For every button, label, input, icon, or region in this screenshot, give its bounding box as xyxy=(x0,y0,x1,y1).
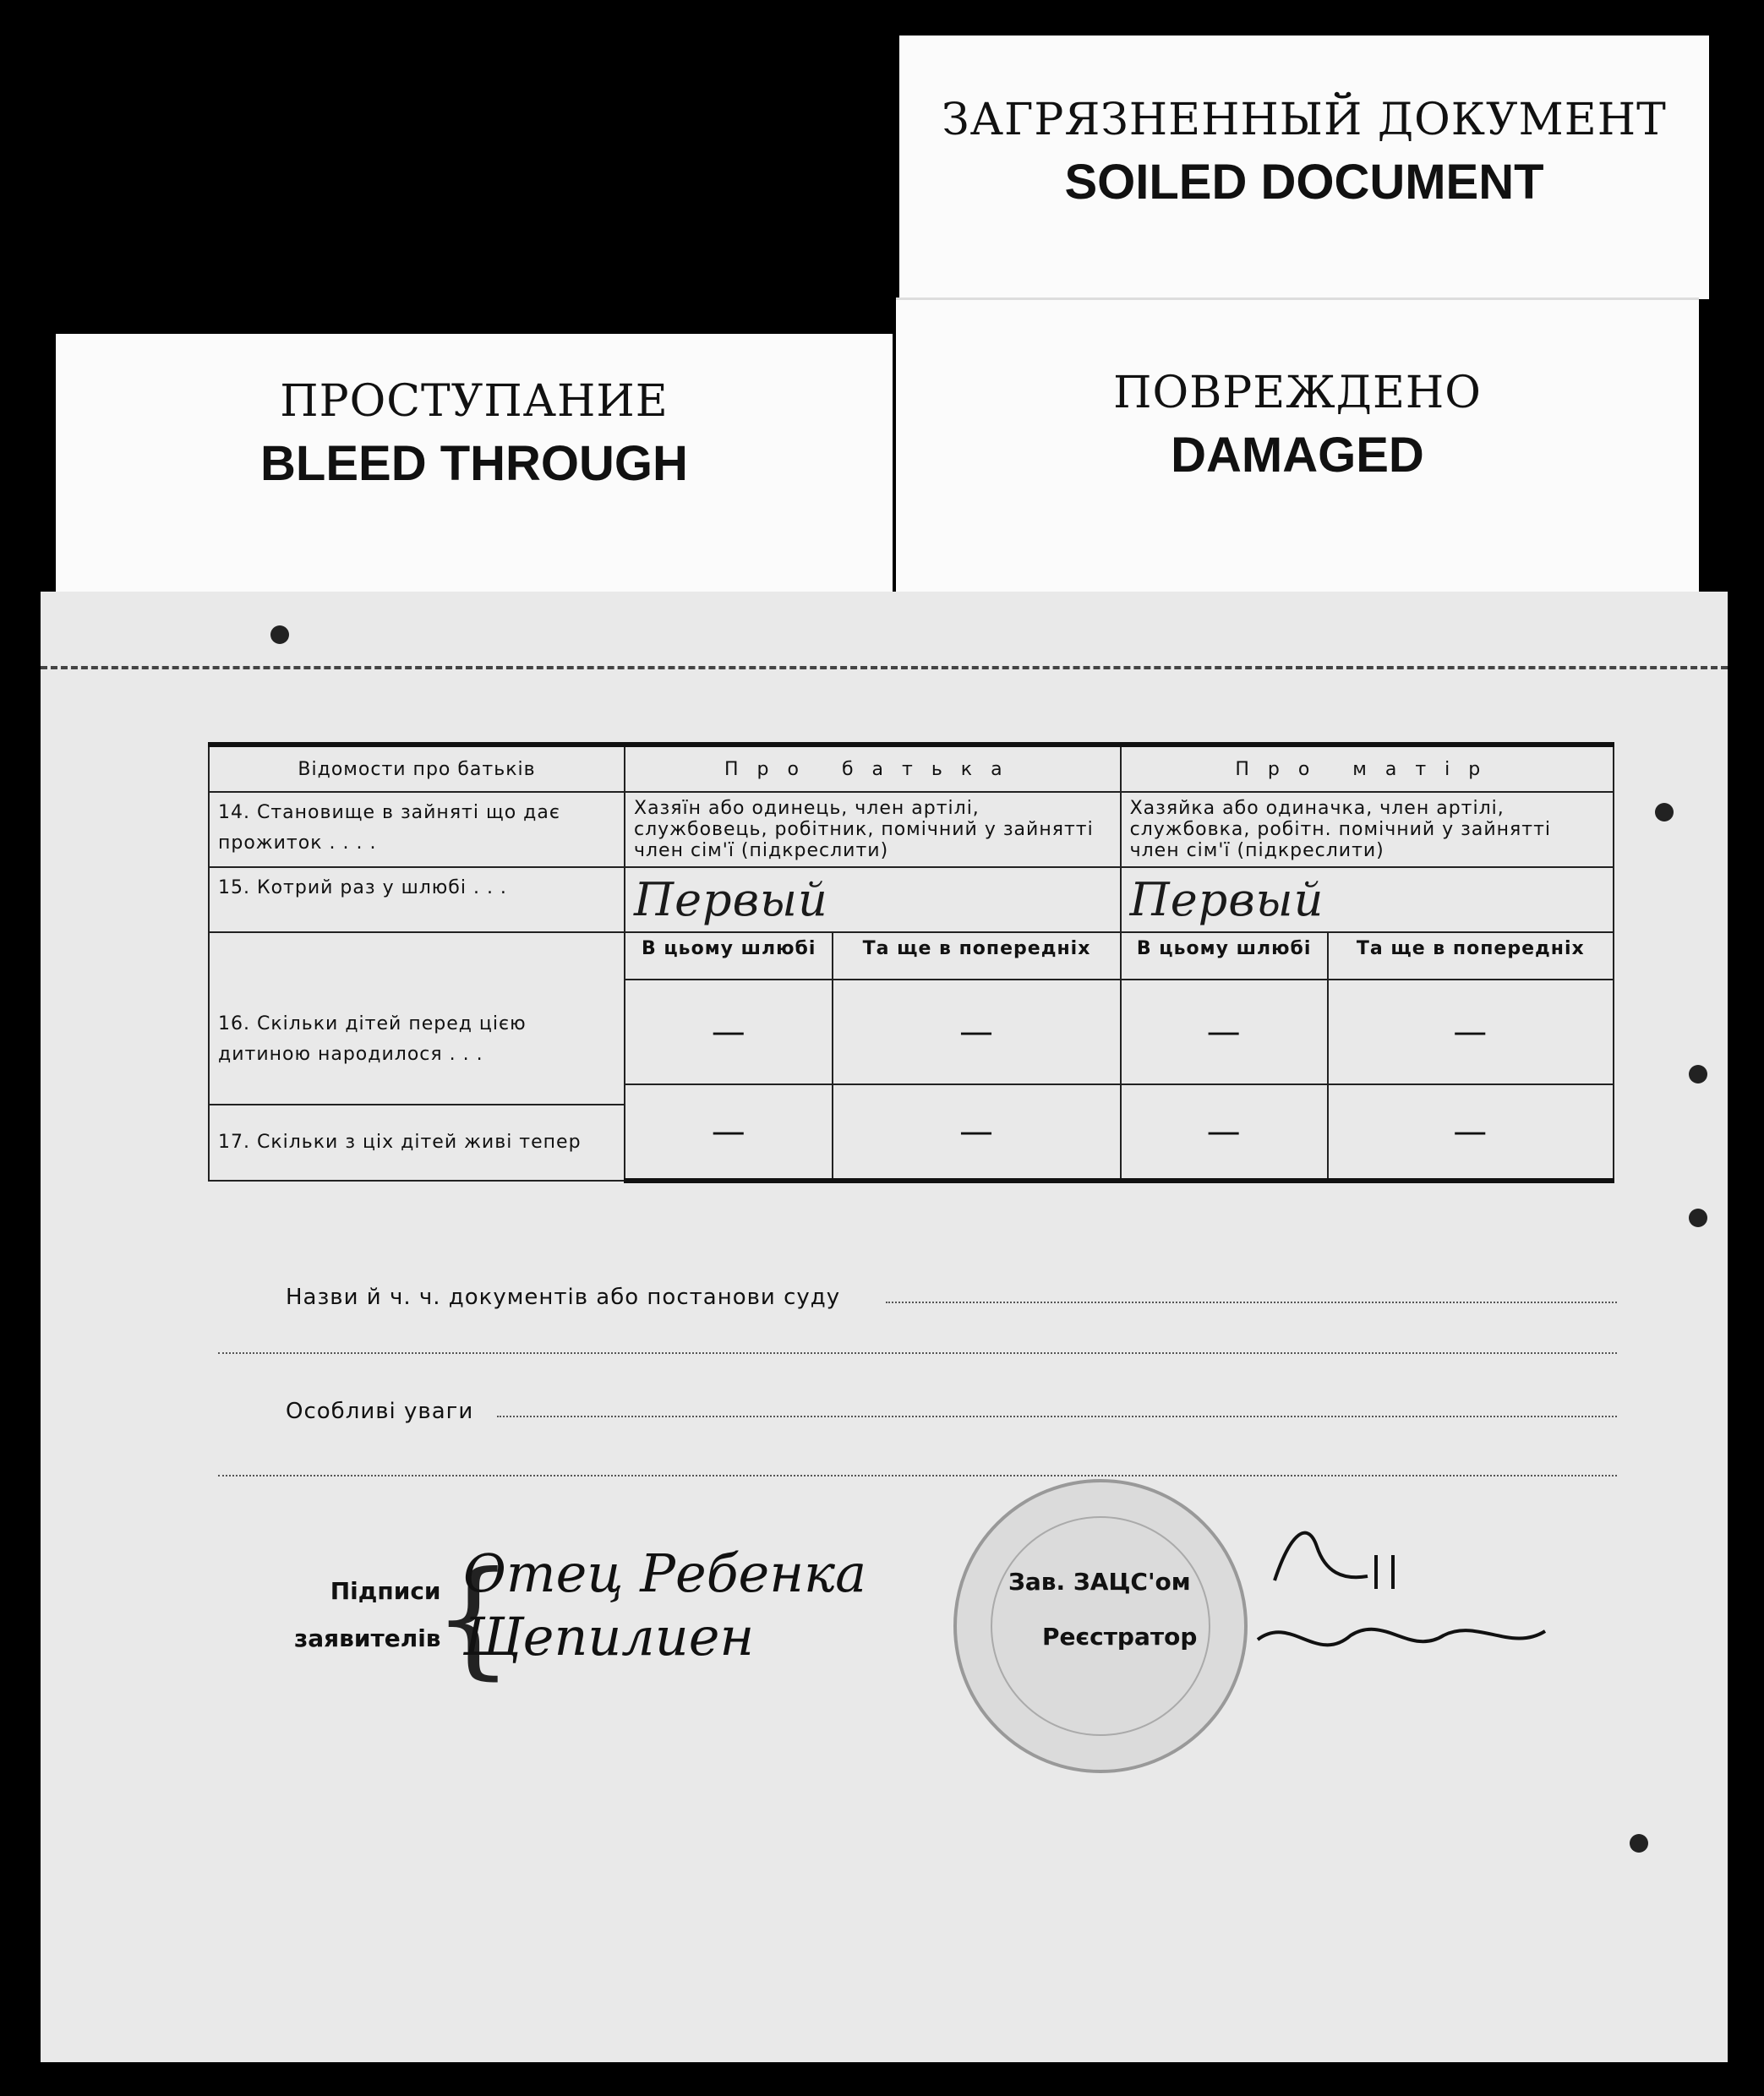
head-label: Зав. ЗАЦС'ом xyxy=(1008,1568,1191,1596)
subheader-father-prev: Та ще в попередніх xyxy=(833,932,1120,980)
header-mother: Про матір xyxy=(1121,745,1614,792)
punch-hole xyxy=(1689,1209,1707,1227)
document-sheet xyxy=(41,592,1728,2062)
answer-17-f2: — xyxy=(833,1084,1120,1181)
answer-14-father: Хазяїн або одинець, член артілі, службовець, робітник, помічний у зайнятті член сім'ї (підкреслити) xyxy=(625,792,1121,867)
answer-17-m2: — xyxy=(1328,1084,1614,1181)
punch-hole xyxy=(1655,803,1674,821)
question-15: 15. Котрий раз у шлюбі . . . xyxy=(209,867,625,932)
dotted-line xyxy=(218,1352,1617,1354)
answer-17-m1: — xyxy=(1121,1084,1328,1181)
soiled-en: SOILED DOCUMENT xyxy=(1064,155,1544,210)
punch-hole xyxy=(1689,1065,1707,1083)
questions-16-17-cell xyxy=(209,932,625,1181)
punch-hole xyxy=(1630,1834,1648,1853)
perforation-line xyxy=(41,666,1728,669)
bleed-through-label xyxy=(56,334,893,604)
parents-info-table xyxy=(208,742,1614,1183)
answer-14-mother: Хазяйка або одиначка, член артілі, службовка, робітн. помічний у зайнятті член сім'ї (підкреслити) xyxy=(1121,792,1614,867)
subheader-father-this: В цьому шлюбі xyxy=(625,932,833,980)
ink-blot xyxy=(270,625,289,644)
bleed-en: BLEED THROUGH xyxy=(260,436,688,491)
question-14: 14. Становище в зайняті що дає прожиток . . . . xyxy=(209,792,625,867)
question-16: 16. Скільки дітей перед цією дитиною народилося . . . xyxy=(218,1013,527,1065)
answer-17-f1: — xyxy=(625,1084,833,1181)
dotted-line xyxy=(886,1302,1617,1303)
soiled-ru: ЗАГРЯЗНЕННЫЙ ДОКУМЕНТ xyxy=(942,95,1667,145)
brace-symbol: { xyxy=(433,1545,514,1692)
signatures-label-2: заявителів xyxy=(294,1624,441,1652)
bleed-ru: ПРОСТУПАНИЕ xyxy=(280,376,669,427)
question-17: 17. Скільки з ціх дітей живі тепер xyxy=(210,1104,624,1180)
header-father: Про батька xyxy=(625,745,1121,792)
answer-16-m2: — xyxy=(1328,980,1614,1084)
answer-16-f2: — xyxy=(833,980,1120,1084)
documents-label: Назви й ч. ч. документів або постанови суду xyxy=(286,1285,841,1310)
subheader-mother-this: В цьому шлюбі xyxy=(1121,932,1328,980)
header-parents: Відомости про батьків xyxy=(209,745,625,792)
damaged-ru: ПОВРЕЖДЕНО xyxy=(1113,368,1482,418)
answer-16-f1: — xyxy=(625,980,833,1084)
table-row xyxy=(209,867,1614,932)
table-row xyxy=(209,792,1614,867)
soiled-document-label xyxy=(899,35,1709,299)
notes-label: Особливі уваги xyxy=(286,1399,474,1424)
answer-15-mother: Первый xyxy=(1121,867,1614,932)
dotted-line xyxy=(218,1475,1617,1476)
dotted-line xyxy=(497,1416,1617,1417)
answer-16-m1: — xyxy=(1121,980,1328,1084)
registrar-label: Реєстратор xyxy=(1042,1623,1198,1651)
subheader-mother-prev: Та ще в попередніх xyxy=(1328,932,1614,980)
answer-15-father: Первый xyxy=(625,867,1121,932)
signatures-label-1: Підписи xyxy=(330,1577,441,1605)
official-signatures xyxy=(1241,1496,1579,1682)
damaged-label xyxy=(896,297,1699,610)
table-row xyxy=(209,932,1614,980)
applicant-signature-2: Щепилиен xyxy=(463,1606,755,1668)
applicant-signature-1: Отец Ребенка xyxy=(463,1542,867,1604)
signatures-label xyxy=(294,1568,441,1662)
damaged-en: DAMAGED xyxy=(1171,428,1424,483)
table-header-row xyxy=(209,745,1614,792)
